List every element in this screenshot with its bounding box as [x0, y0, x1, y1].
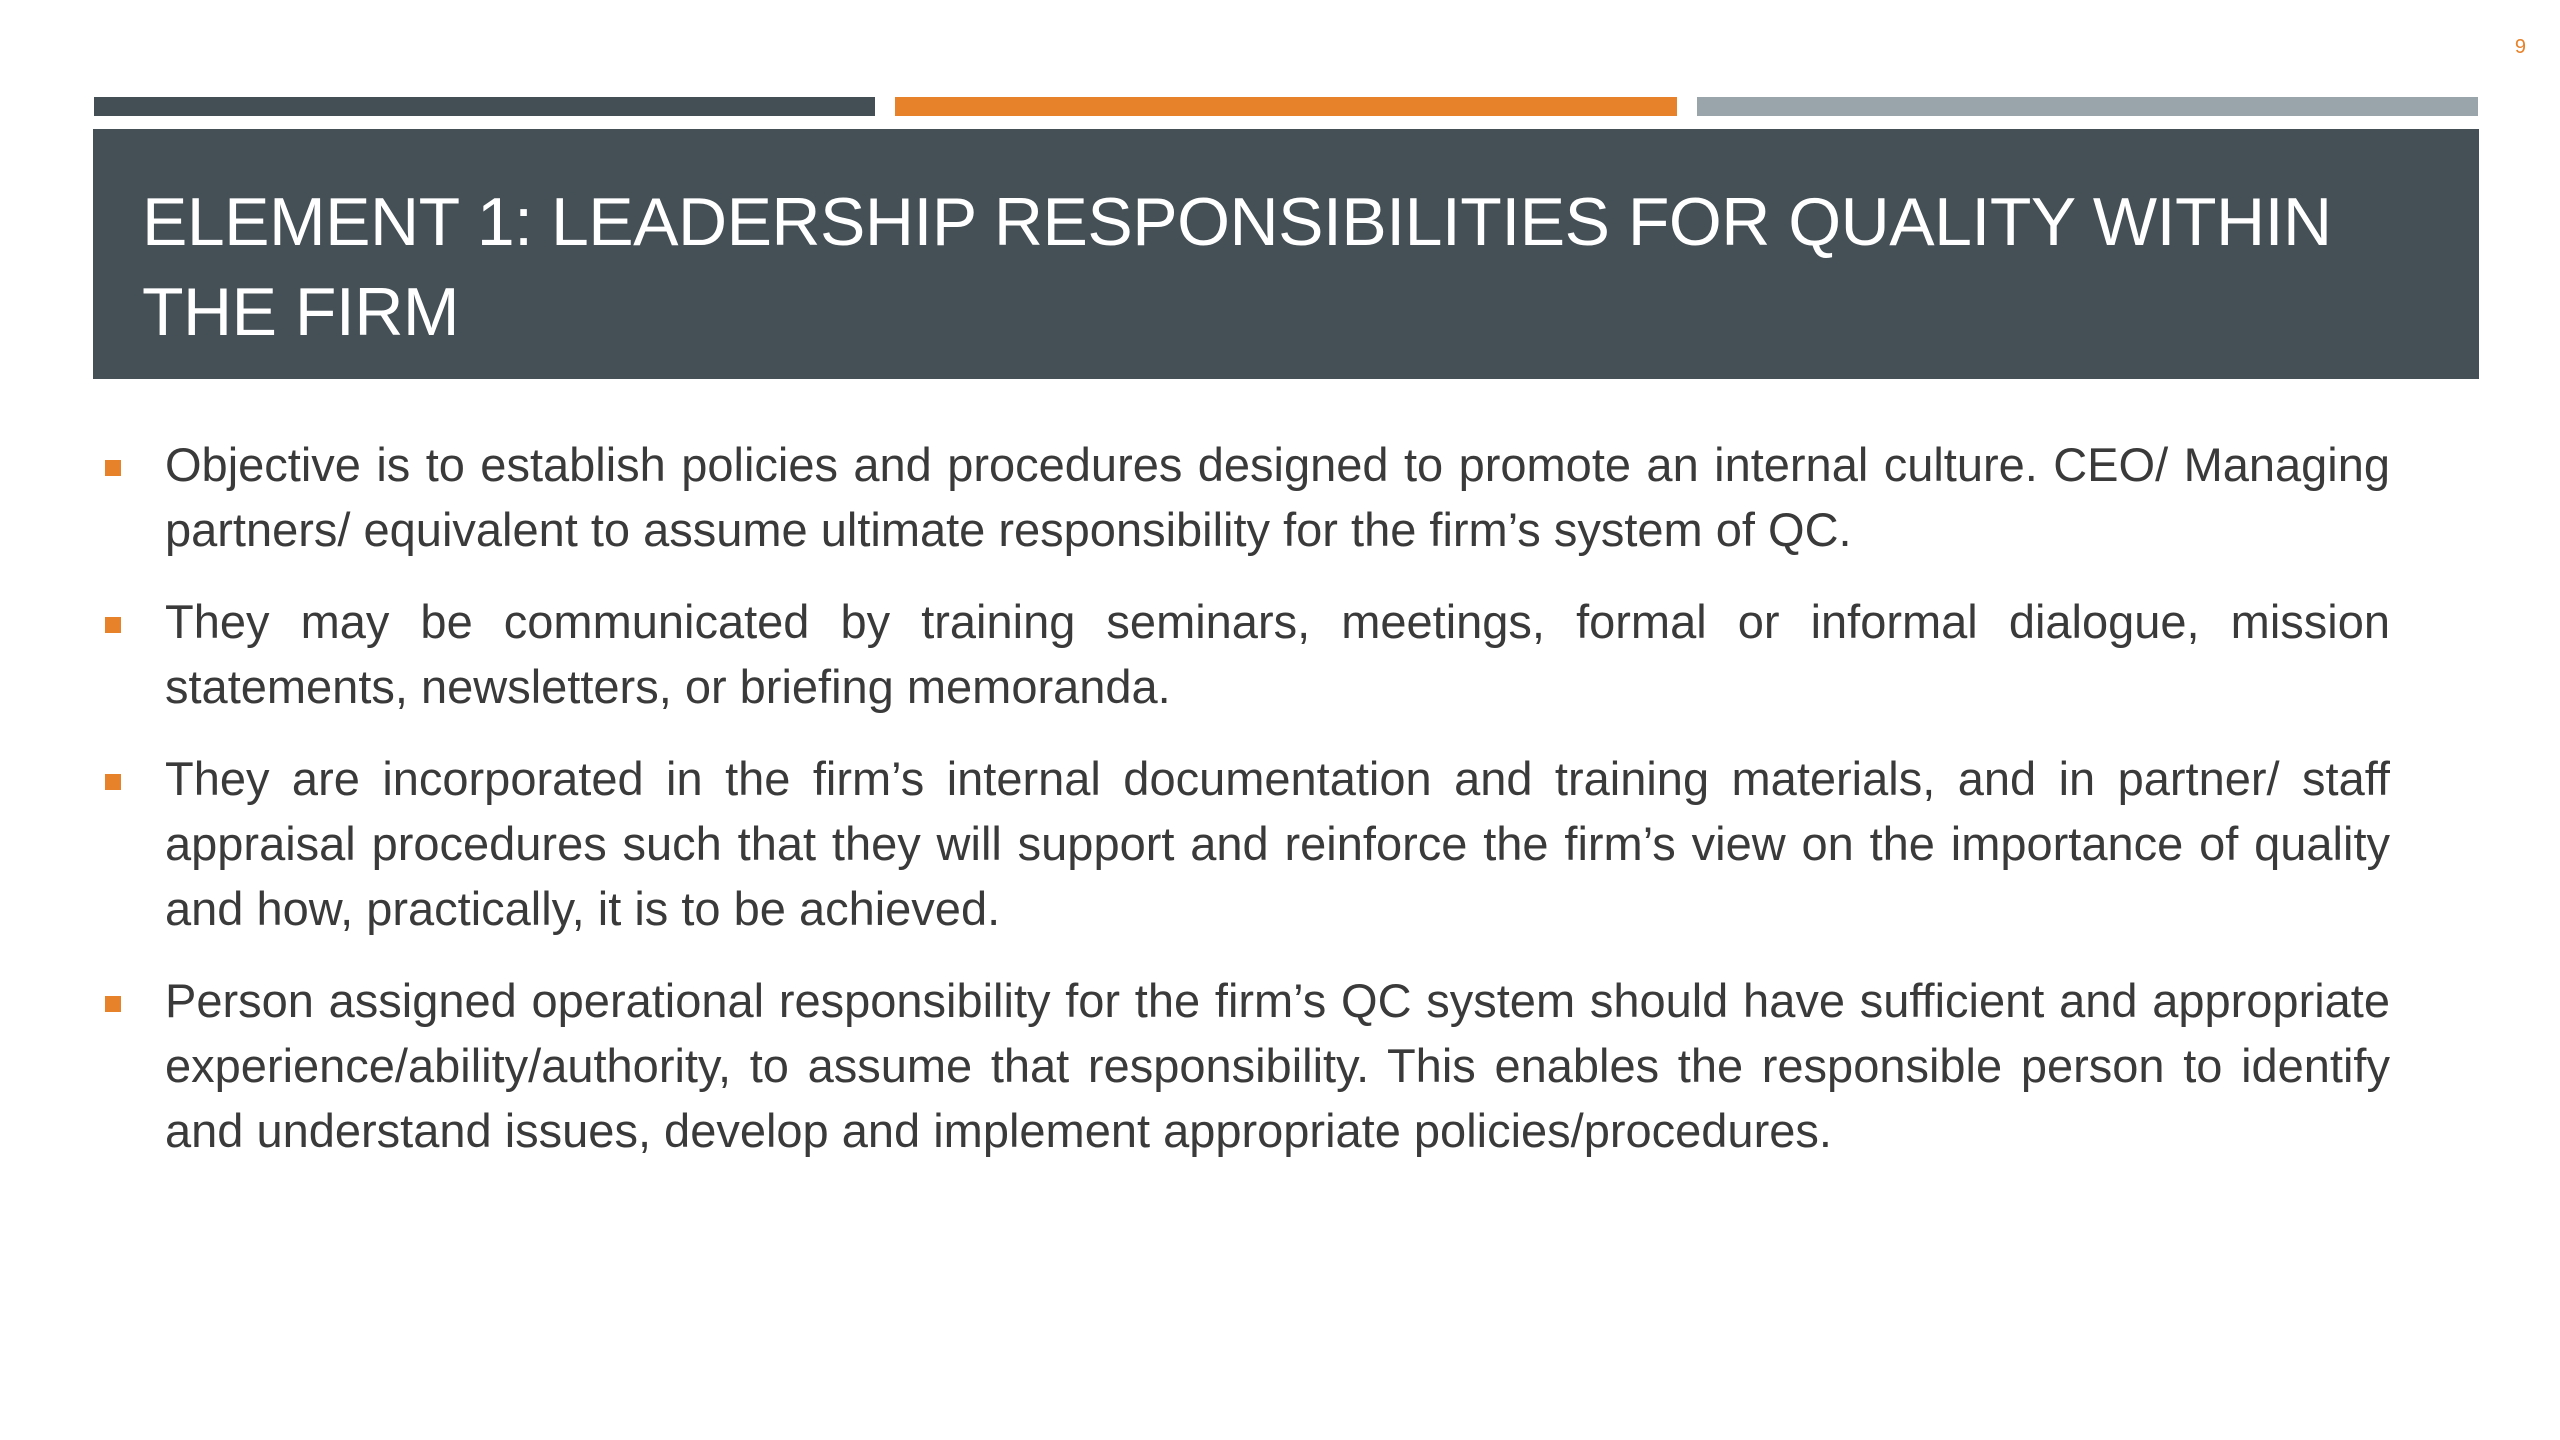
bullet-item	[100, 746, 2390, 941]
bullet-text: They are incorporated in the firm’s internal documentation and training materials, and in partner/ staff appraisal procedures such that they will support and reinforce the firm’s view on the importance of quality and how, practically, it is to be achieved.	[165, 752, 2390, 935]
bullet-item	[100, 589, 2390, 719]
slide-title: ELEMENT 1: LEADERSHIP RESPONSIBILITIES FOR QUALITY WITHIN THE FIRM	[142, 184, 2332, 350]
accent-bars	[94, 97, 2478, 116]
accent-bar-orange	[895, 97, 1676, 116]
square-bullet-icon	[105, 460, 121, 476]
accent-bar-gray	[1697, 97, 2478, 116]
bullet-item	[100, 432, 2390, 562]
bullet-text: Person assigned operational responsibility for the firm’s QC system should have sufficient and appropriate experience/ability/authority, to assume that responsibility. This enables the responsible person to identify and understand issues, develop and implement appropriate policies/procedures.	[165, 974, 2390, 1157]
bullet-item	[100, 968, 2390, 1163]
bullet-text: Objective is to establish policies and procedures designed to promote an internal culture. CEO/ Managing partners/ equivalent to assume ultimate responsibility for the firm’s system of QC.	[165, 438, 2390, 556]
bullet-text: They may be communicated by training seminars, meetings, formal or informal dialogue, mission statements, newsletters, or briefing memoranda.	[165, 595, 2390, 713]
accent-bar-dark	[94, 97, 875, 116]
bullet-list	[100, 432, 2390, 1190]
square-bullet-icon	[105, 617, 121, 633]
page-number: 9	[2514, 36, 2526, 58]
title-band	[93, 129, 2479, 379]
square-bullet-icon	[105, 996, 121, 1012]
square-bullet-icon	[105, 774, 121, 790]
